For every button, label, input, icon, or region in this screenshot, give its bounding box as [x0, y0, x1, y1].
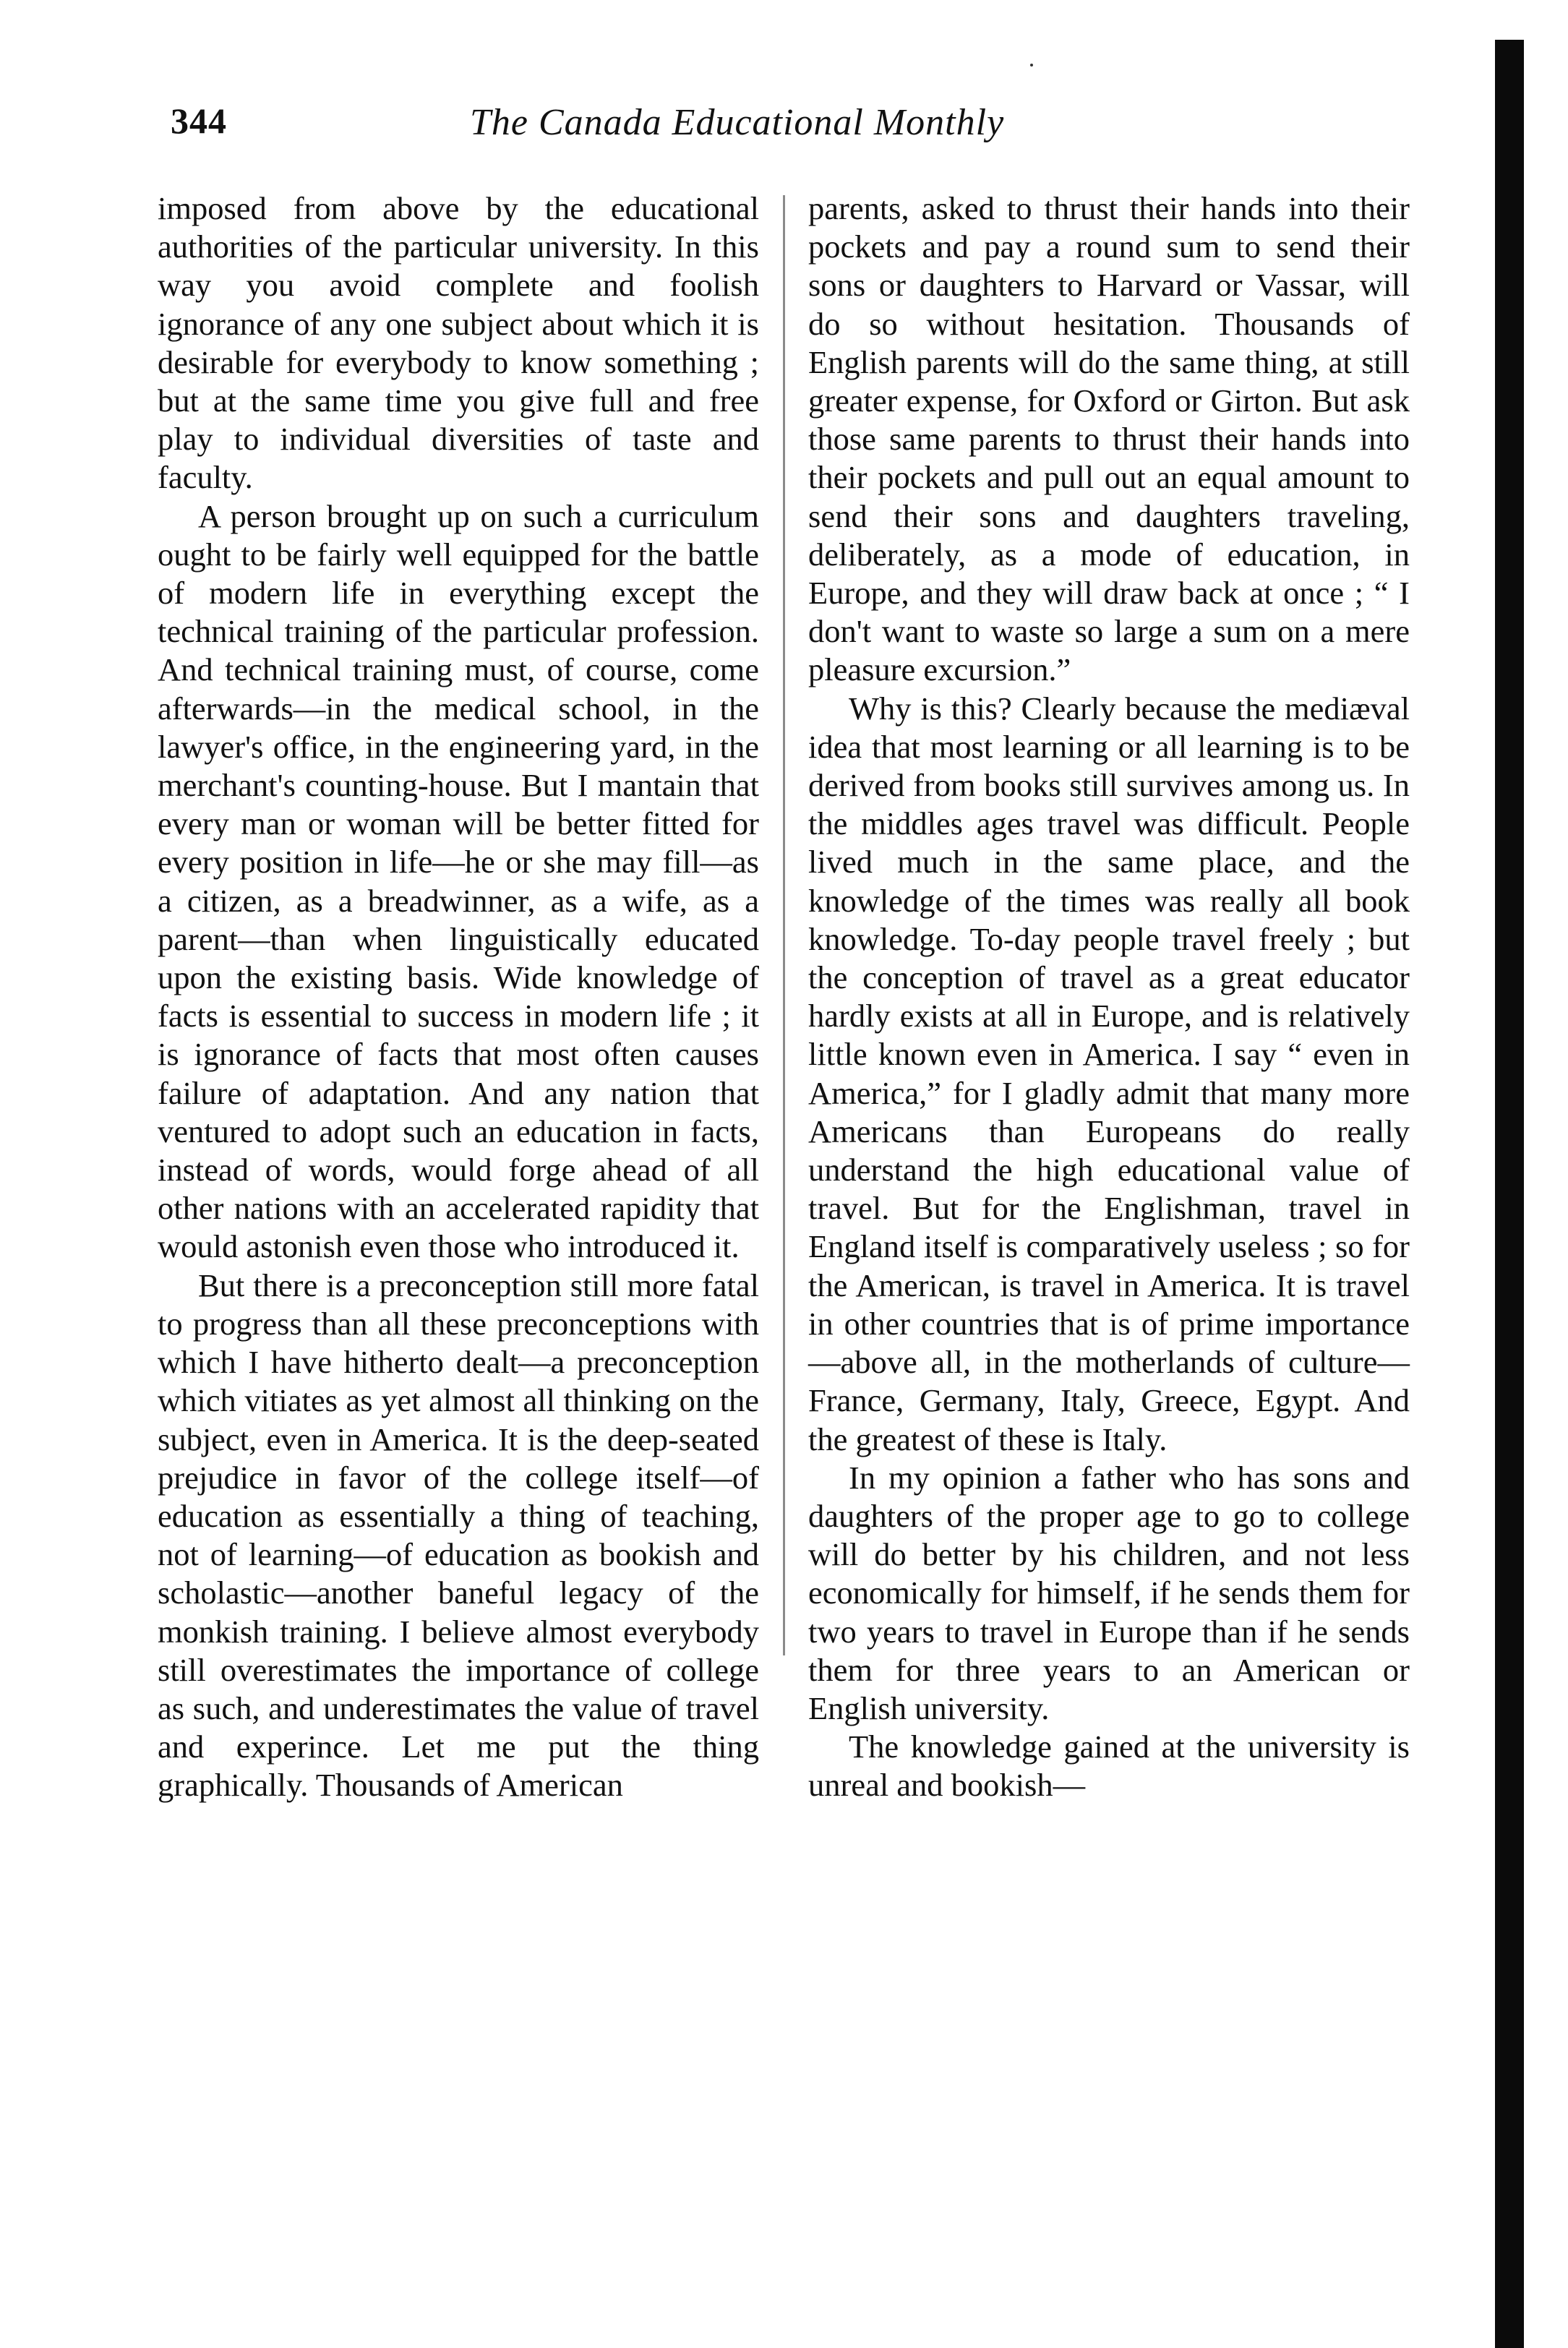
right-paragraph-3: In my opinion a father who has sons and daughters of the proper age to go to college will do better by his children, and not less economically for himself, if he sends them for two years to travel in Europe than if he sends them for three years to an American or English university. — [808, 1459, 1410, 1726]
print-speck — [1030, 64, 1033, 67]
left-paragraph-3: But there is a preconception still more fatal to progress than all these preconceptions with which I have hitherto dealt—a preconception which vitiates as yet almost all thinking on the subject, even in America. It is the deep-seated prejudice in favor of the college itself—of education as essentially a thing of teaching, not of learning—of education as bookish and scholastic—another baneful legacy of the monkish training. I believe almost everybody still overestimates the importance of college as such, and underestimates the value of travel and experince. Let me put the thing graphically. Thousands of American — [158, 1267, 759, 1804]
column-divider — [783, 195, 785, 1655]
right-paragraph-2: Why is this? Clearly because the mediæval idea that most learning or all learning is to be derived from books still survives among us. In the middles ages travel was difficult. People lived much in the same place, and the knowledge of the times was really all book knowledge. To-day people travel freely ; but the conception of travel as a great educator hardly exists at all in Europe, and is relatively little known even in America. I say “ even in America,” for I gladly admit that many more Americans than Europeans do really understand the high educational value of travel. But for the Englishman, travel in England itself is comparatively useless ; so for the American, is travel in America. It is travel in other countries that is of prime importance—above all, in the motherlands of culture—France, Germany, Italy, Greece, Egypt. And the greatest of these is Italy. — [808, 690, 1410, 1457]
left-paragraph-1: imposed from above by the educational authorities of the particular university. In this way you avoid complete and foolish ignorance of any one subject about which it is desirable for everybody to know something ; but at the same time you give full and free play to individual diversities of taste and faculty. — [158, 190, 759, 496]
page-number: 344 — [171, 100, 227, 141]
left-column — [158, 189, 759, 1805]
right-paragraph-4: The knowledge gained at the university is unreal and bookish— — [808, 1728, 1410, 1804]
running-title: The Canada Educational Monthly — [470, 102, 1005, 143]
right-paragraph-1: parents, asked to thrust their hands into their pockets and pay a round sum to send their sons or daughters to Harvard or Vassar, will do so without hesitation. Thousands of English parents will do the same thing, at still greater expense, for Oxford or Girton. But ask those same parents to thrust their hands into their pockets and pull out an equal amount to send their sons and daughters traveling, deliberately, as a mode of education, in Europe, and they will draw back at once ; “ I don't want to waste so large a sum on a mere pleasure excursion.” — [808, 190, 1410, 688]
scan-edge-shadow — [1495, 40, 1524, 2348]
right-column — [808, 189, 1410, 1805]
left-paragraph-2: A person brought up on such a curriculum ought to be fairly well equipped for the battle of modern life in everything except the technical training of the particular profession. And technical training must, of course, come afterwards—in the medical school, in the lawyer's office, in the engineering yard, in the merchant's counting-house. But I mantain that every man or woman will be better fitted for every position in life—he or she may fill—as a citizen, as a breadwinner, as a wife, as a parent—than when linguistically educated upon the existing basis. Wide knowledge of facts is essential to success in modern life ; it is ignorance of facts that most often causes failure of adaptation. And any nation that ventured to adopt such an education in facts, instead of words, would forge ahead of all other nations with an accelerated rapidity that would astonish even those who introduced it. — [158, 497, 759, 1265]
